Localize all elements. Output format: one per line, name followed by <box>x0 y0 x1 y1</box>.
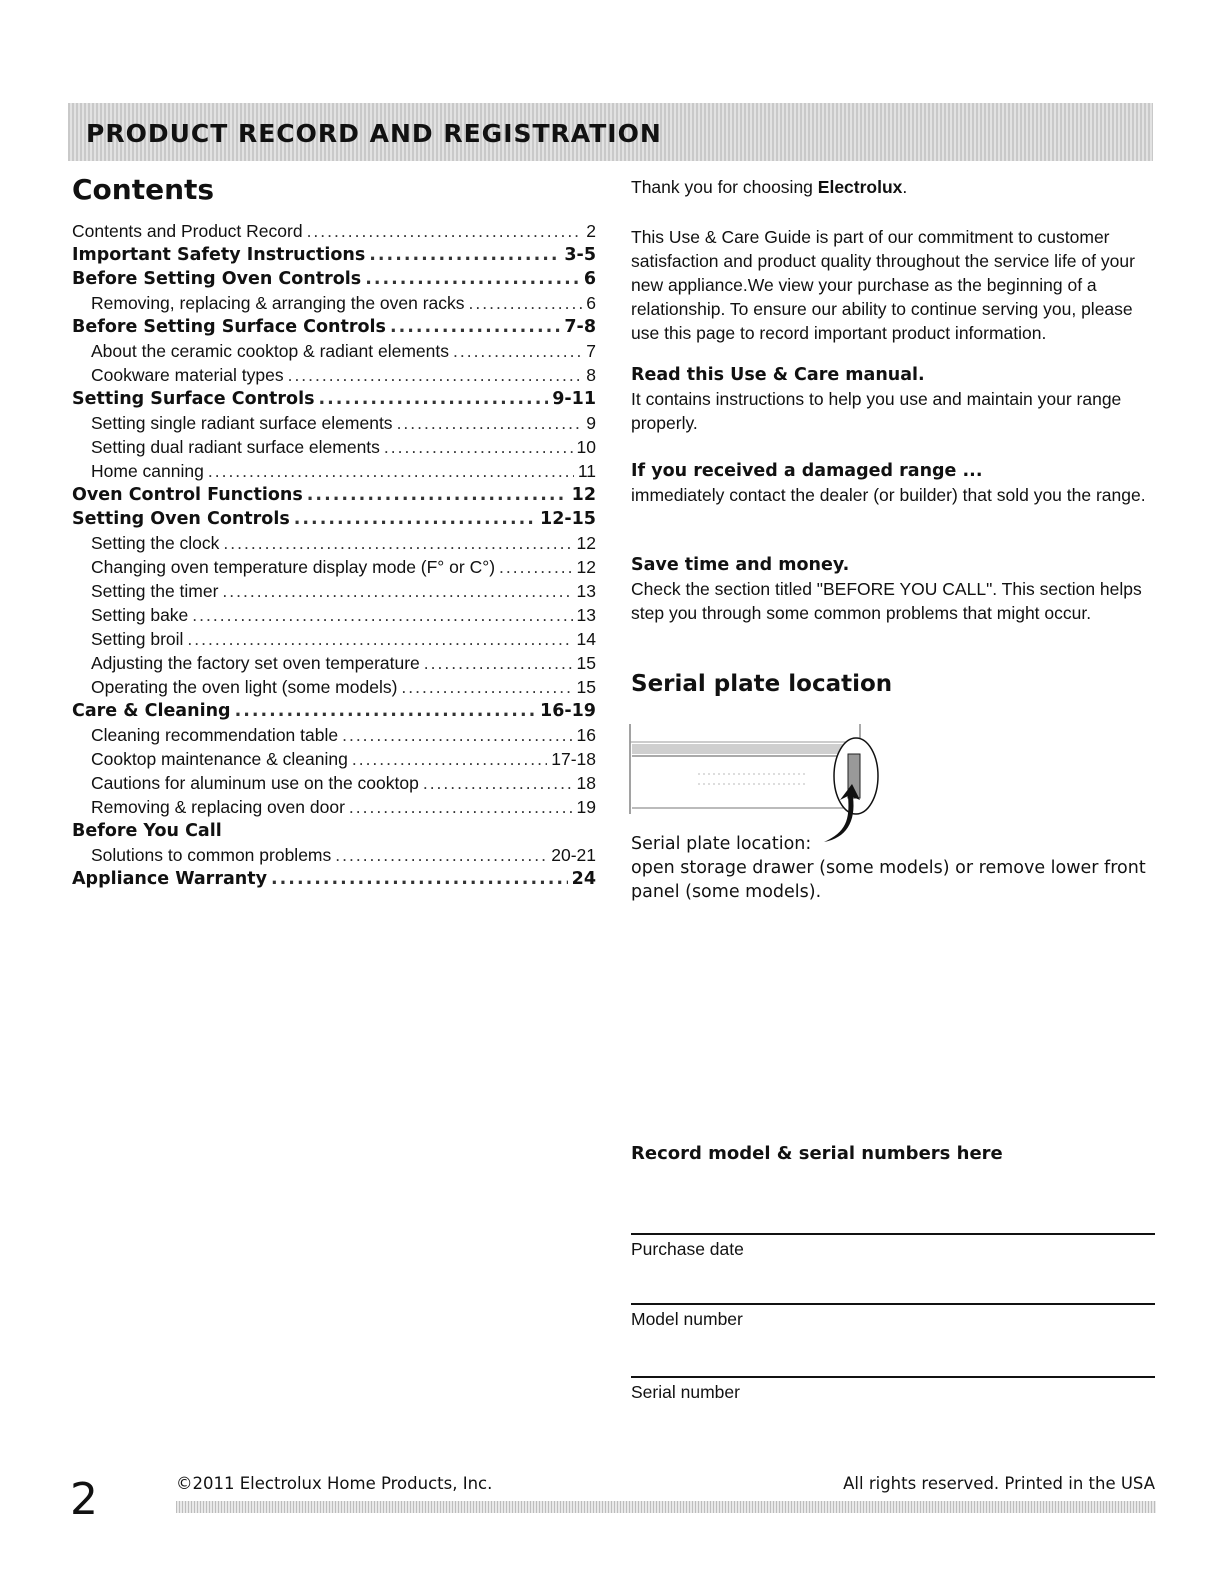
toc-entry-page: 15 <box>576 677 596 697</box>
toc-entry <box>72 725 596 749</box>
toc-leader <box>349 797 573 818</box>
toc-entry <box>72 341 596 365</box>
toc-entry-page: 10 <box>576 437 596 457</box>
toc-entry <box>72 221 596 245</box>
toc-leader <box>365 269 580 289</box>
toc-entry-page: 7 <box>586 341 596 361</box>
toc-leader <box>384 437 573 458</box>
toc-entry-label: Cookware material types <box>91 365 284 385</box>
toc-entry <box>72 653 596 677</box>
toc-leader <box>342 725 572 746</box>
toc-entry-page: 12 <box>576 557 596 577</box>
model-number-label: Model number <box>631 1309 743 1329</box>
save-time-heading: Save time and money. <box>631 555 850 575</box>
toc-leader <box>423 773 573 794</box>
toc-entry-page: 11 <box>577 461 596 481</box>
toc-entry-label: Setting the timer <box>91 581 219 601</box>
toc-entry-page: 9-11 <box>552 389 596 409</box>
toc-entry-label: Setting bake <box>91 605 189 625</box>
toc-leader <box>223 533 572 554</box>
toc-entry-label: Solutions to common problems <box>91 845 332 865</box>
toc-entry-page: 16-19 <box>540 701 596 721</box>
toc-entry-label: Oven Control Functions <box>72 485 303 505</box>
toc-entry-label: Adjusting the factory set oven temperature <box>91 653 420 673</box>
footer-rule <box>176 1501 1156 1513</box>
toc-leader <box>335 845 547 866</box>
toc-entry-page: 24 <box>571 869 596 889</box>
toc-entry-label: Setting broil <box>91 629 184 649</box>
toc-entry-page: 16 <box>576 725 596 745</box>
toc-entry-page: 15 <box>576 653 596 673</box>
toc-entry-label: Appliance Warranty <box>72 869 267 889</box>
toc-leader <box>390 317 560 337</box>
toc-entry <box>72 773 596 797</box>
toc-entry-page: 14 <box>576 629 596 649</box>
toc-entry <box>72 317 596 341</box>
damaged-range-body: immediately contact the dealer (or builder) that sold you the range. <box>631 485 1146 505</box>
toc-entry-label: Changing oven temperature display mode (F° or C°) <box>91 557 496 577</box>
contents-heading: Contents <box>72 173 215 206</box>
toc-entry <box>72 677 596 701</box>
brand-name: Electrolux <box>817 177 903 197</box>
toc-entry <box>72 509 596 533</box>
toc-entry-page: 8 <box>586 365 596 385</box>
toc-entry-page: 12-15 <box>540 509 596 529</box>
toc-entry-label: Removing, replacing & arranging the oven racks <box>91 293 465 313</box>
toc-entry-page: 18 <box>576 773 596 793</box>
toc-entry <box>72 797 596 821</box>
toc-entry <box>72 629 596 653</box>
table-of-contents <box>72 221 596 893</box>
model-number-field[interactable] <box>631 1303 1155 1330</box>
damaged-range-section <box>631 459 1156 507</box>
toc-leader <box>424 653 573 674</box>
toc-entry-label: Setting single radiant surface elements <box>91 413 393 433</box>
toc-entry <box>72 581 596 605</box>
toc-entry <box>72 605 596 629</box>
rights-text: All rights reserved. Printed in the USA <box>843 1474 1155 1493</box>
toc-entry-label: Setting the clock <box>91 533 220 553</box>
toc-entry-page: 2 <box>586 221 596 241</box>
toc-entry-page: 6 <box>583 269 596 289</box>
toc-entry <box>72 533 596 557</box>
toc-entry-label: Setting dual radiant surface elements <box>91 437 380 457</box>
toc-entry <box>72 461 596 485</box>
toc-entry <box>72 293 596 317</box>
save-time-section <box>631 553 1156 625</box>
toc-entry-label: About the ceramic cooktop & radiant elements <box>91 341 449 361</box>
toc-entry-label: Before Setting Oven Controls <box>72 269 362 289</box>
toc-entry-page: 7-8 <box>564 317 596 337</box>
toc-entry-label: Setting Surface Controls <box>72 389 315 409</box>
save-time-body: Check the section titled "BEFORE YOU CALL". This section helps step you through some common problems that might occur. <box>631 579 1142 623</box>
section-banner <box>68 103 1153 161</box>
toc-leader <box>319 389 549 409</box>
toc-entry <box>72 245 596 269</box>
toc-entry-page: 19 <box>576 797 596 817</box>
toc-entry-label: Before You Call <box>72 821 222 841</box>
section-title: PRODUCT RECORD AND REGISTRATION <box>86 119 662 148</box>
toc-entry-page: 13 <box>576 605 596 625</box>
toc-entry-page: 20-21 <box>551 845 596 865</box>
toc-entry <box>72 821 596 845</box>
toc-entry-label: Before Setting Surface Controls <box>72 317 386 337</box>
toc-entry-label: Care & Cleaning <box>72 701 231 721</box>
toc-entry-label: Operating the oven light (some models) <box>91 677 398 697</box>
toc-leader <box>307 221 583 242</box>
toc-leader <box>208 461 574 482</box>
toc-leader <box>187 629 572 650</box>
toc-entry-page: 3-5 <box>564 245 596 265</box>
purchase-date-field[interactable] <box>631 1233 1155 1260</box>
toc-entry-label: Cleaning recommendation table <box>91 725 339 745</box>
toc-leader <box>307 485 568 505</box>
toc-entry-label: Cautions for aluminum use on the cooktop <box>91 773 419 793</box>
toc-entry <box>72 749 596 773</box>
toc-entry <box>72 485 596 509</box>
toc-entry <box>72 413 596 437</box>
toc-entry-page: 9 <box>586 413 596 433</box>
record-numbers-heading: Record model & serial numbers here <box>631 1143 1003 1164</box>
toc-entry <box>72 269 596 293</box>
read-manual-section <box>631 363 1156 435</box>
serial-plate-heading: Serial plate location <box>631 671 893 697</box>
toc-leader <box>294 509 536 529</box>
toc-leader <box>222 581 572 602</box>
serial-caption-body: open storage drawer (some models) or remove lower front panel (some models). <box>631 858 1146 902</box>
damaged-range-heading: If you received a damaged range ... <box>631 461 983 481</box>
toc-entry <box>72 365 596 389</box>
toc-leader <box>288 365 583 386</box>
toc-entry-label: Cooktop maintenance & cleaning <box>91 749 348 769</box>
purchase-date-label: Purchase date <box>631 1239 744 1259</box>
toc-entry-page: 6 <box>586 293 596 313</box>
toc-entry-label: Setting Oven Controls <box>72 509 290 529</box>
toc-entry-page: 12 <box>571 485 596 505</box>
serial-number-label: Serial number <box>631 1382 740 1402</box>
toc-entry <box>72 869 596 893</box>
read-manual-body: It contains instructions to help you use and maintain your range properly. <box>631 389 1122 433</box>
thanks-text <box>631 175 1151 199</box>
page-number: 2 <box>70 1474 98 1525</box>
thanks-prefix: Thank you for choosing <box>631 177 818 197</box>
toc-leader <box>453 341 582 362</box>
toc-leader <box>271 869 568 889</box>
toc-entry-page: 12 <box>576 533 596 553</box>
toc-leader <box>469 293 583 314</box>
toc-entry-label: Contents and Product Record <box>72 221 303 241</box>
toc-leader <box>397 413 583 434</box>
thanks-suffix: . <box>902 177 908 197</box>
serial-plate-caption <box>631 832 1161 904</box>
toc-entry <box>72 557 596 581</box>
read-manual-heading: Read this Use & Care manual. <box>631 365 925 385</box>
toc-entry <box>72 437 596 461</box>
toc-entry-label: Important Safety Instructions <box>72 245 366 265</box>
toc-leader <box>499 557 572 578</box>
toc-leader <box>401 677 572 698</box>
toc-entry-label: Removing & replacing oven door <box>91 797 345 817</box>
toc-entry-label: Home canning <box>91 461 204 481</box>
toc-entry <box>72 389 596 413</box>
toc-entry <box>72 845 596 869</box>
copyright-text: ©2011 Electrolux Home Products, Inc. <box>176 1474 493 1493</box>
toc-leader <box>235 701 536 721</box>
serial-number-field[interactable] <box>631 1376 1155 1403</box>
toc-entry <box>72 701 596 725</box>
toc-entry-page: 17-18 <box>551 749 596 769</box>
toc-leader <box>369 245 560 265</box>
serial-caption-label: Serial plate location: <box>631 834 812 854</box>
intro-paragraph: This Use & Care Guide is part of our commitment to customer satisfaction and product quality throughout the service life of your new appliance.We view your purchase as the beginning of a relationship. To ensure our ability to continue serving you, please use this page to record important product information. <box>631 227 1135 343</box>
toc-leader <box>352 749 547 770</box>
toc-leader <box>192 605 572 626</box>
toc-entry-page: 13 <box>576 581 596 601</box>
